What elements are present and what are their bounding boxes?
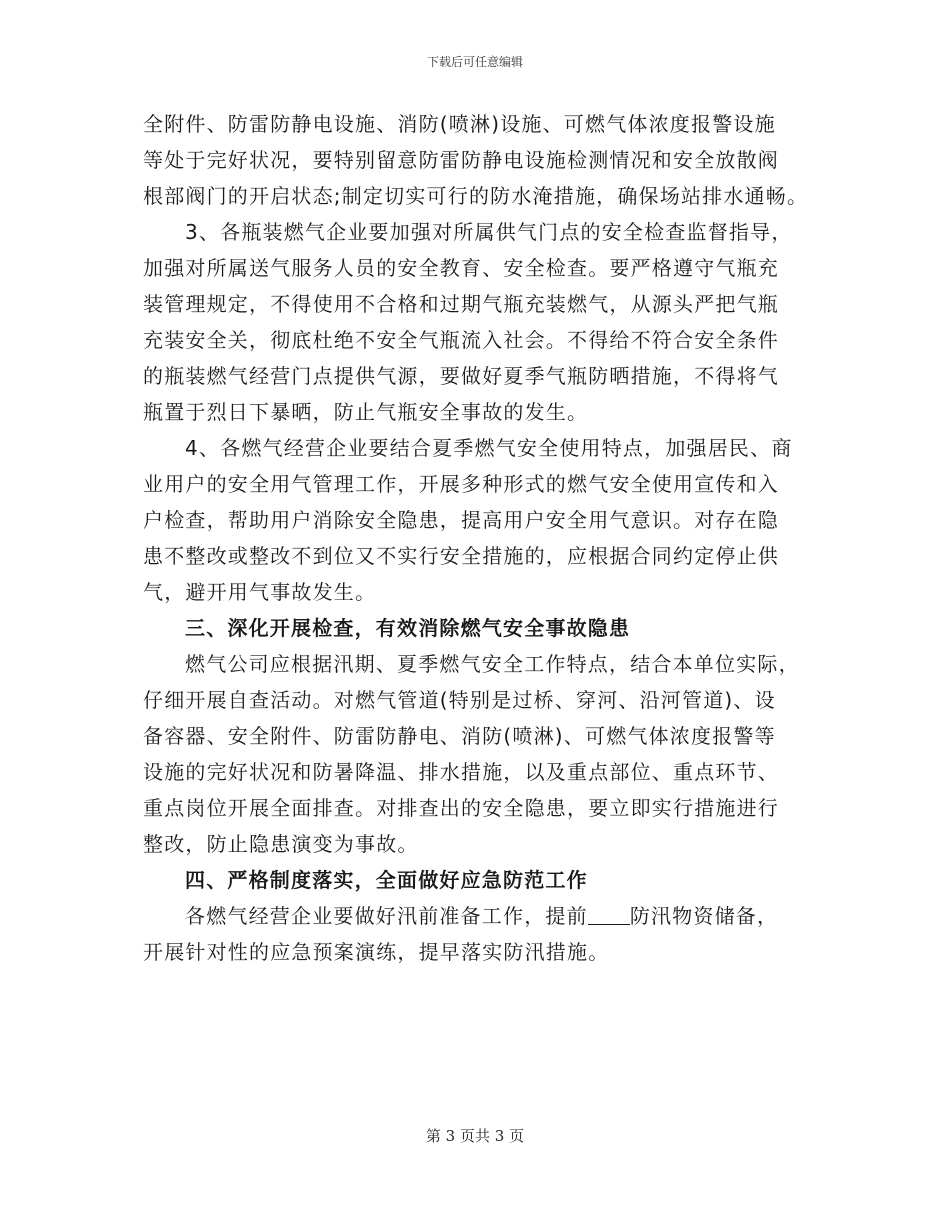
paragraph-line: 仔细开展自查活动。对燃气管道(特别是过桥、穿河、沿河管道)、设 (143, 688, 776, 712)
paragraph-line: 业用户的安全用气管理工作，开展多种形式的燃气安全使用宣传和入 (143, 472, 779, 496)
paragraph-line (143, 898, 808, 934)
paragraph-line: 全附件、防雷防静电设施、消防(喷淋)设施、可燃气体浓度报警设施 (143, 112, 776, 136)
section-heading: 四、严格制度落实，全面做好应急防范工作 (185, 868, 588, 892)
paragraph-line: 开展针对性的应急预案演练，提早落实防汛措施。 (143, 940, 610, 964)
paragraph-line: 整改，防止隐患演变为事故。 (143, 832, 419, 856)
fill-in-blank (588, 906, 630, 925)
section-heading: 三、深化开展检查，有效消除燃气安全事故隐患 (185, 616, 631, 640)
paragraph-line: 充装安全关，彻底杜绝不安全气瓶流入社会。不得给不符合安全条件 (143, 328, 779, 352)
paragraph-line: 加强对所属送气服务人员的安全教育、安全检查。要严格遵守气瓶充 (143, 256, 779, 280)
paragraph-line: 备容器、安全附件、防雷防静电、消防(喷淋)、可燃气体浓度报警等 (143, 724, 776, 748)
paragraph-line: 燃气公司应根据汛期、夏季燃气安全工作特点，结合本单位实际， (185, 652, 800, 676)
paragraph-line: 设施的完好状况和防暑降温、排水措施，以及重点部位、重点环节、 (143, 760, 779, 784)
paragraph-line: 瓶置于烈日下暴晒，防止气瓶安全事故的发生。 (143, 400, 589, 424)
text-run: 各燃气经营企业要做好汛前准备工作，提前 (185, 904, 588, 928)
paragraph-line: 气，避开用气事故发生。 (143, 580, 377, 604)
page-header: 下载后可任意编辑 (426, 55, 523, 69)
text-run: 防汛物资储备， (629, 904, 779, 928)
document-body (143, 106, 808, 970)
paragraph-line: 4、各燃气经营企业要结合夏季燃气安全使用特点，加强居民、商 (185, 436, 793, 460)
paragraph-line: 户检查，帮助用户消除安全隐患，提高用户安全用气意识。对存在隐 (143, 508, 779, 532)
paragraph-line: 等处于完好状况，要特别留意防雷防静电设施检测情况和安全放散阀 (143, 148, 779, 172)
paragraph-line: 根部阀门的开启状态;制定切实可行的防水淹措施，确保场站排水通畅。 (143, 184, 809, 208)
page-footer: 第 3 页共 3 页 (425, 1127, 525, 1145)
paragraph-line: 重点岗位开展全面排查。对排查出的安全隐患，要立即实行措施进行 (143, 796, 779, 820)
paragraph-line: 患不整改或整改不到位又不实行安全措施的，应根据合同约定停止供 (143, 544, 779, 568)
paragraph-line: 的瓶装燃气经营门点提供气源，要做好夏季气瓶防晒措施，不得将气 (143, 364, 779, 388)
paragraph-line: 3、各瓶装燃气企业要加强对所属供气门点的安全检查监督指导， (185, 220, 793, 244)
paragraph-line: 装管理规定，不得使用不合格和过期气瓶充装燃气，从源头严把气瓶 (143, 292, 779, 316)
